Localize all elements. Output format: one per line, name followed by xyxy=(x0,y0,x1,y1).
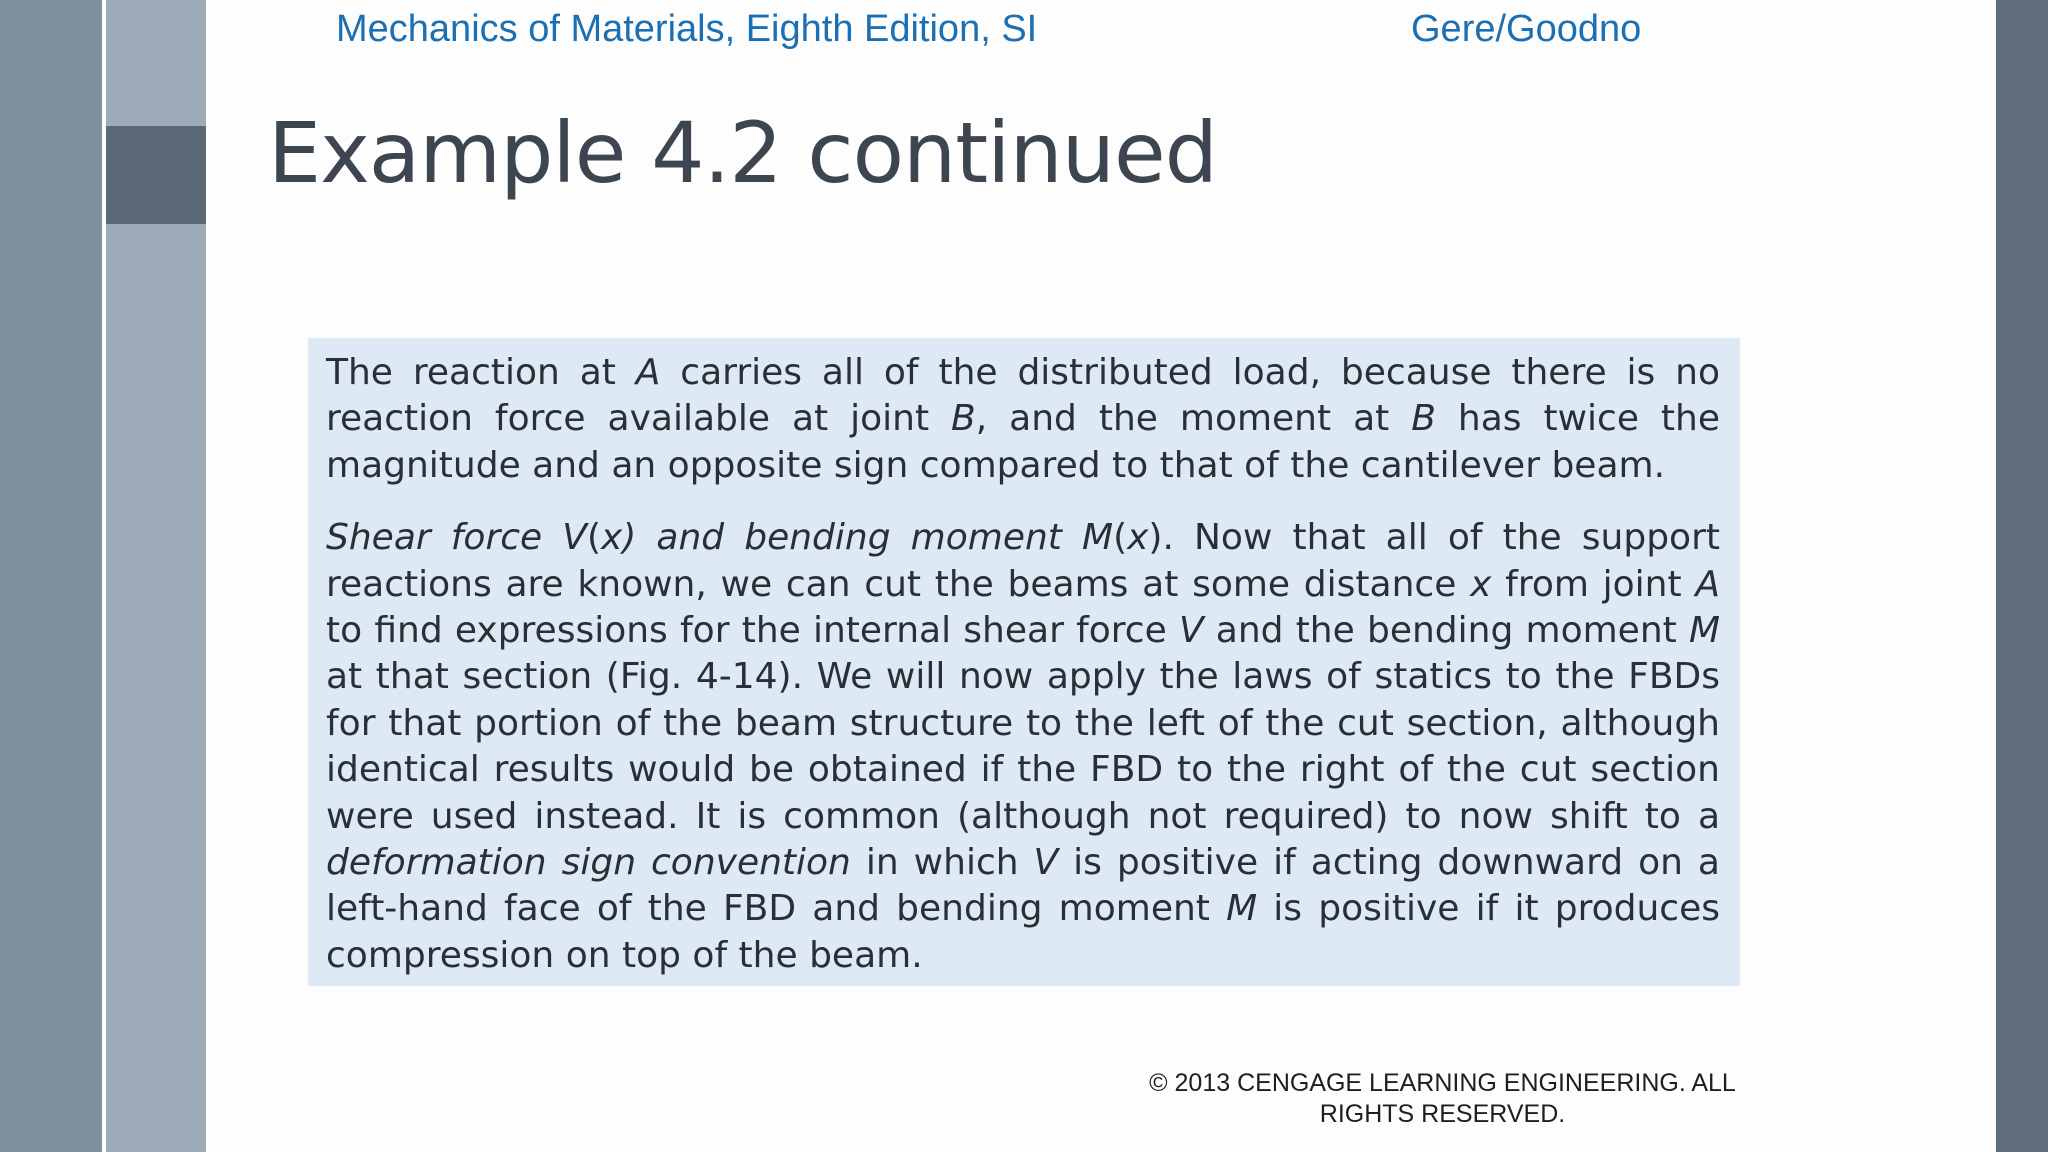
text-run: is positive if it produces compression on top of the beam. xyxy=(326,888,1720,976)
excerpt-paragraph-2 xyxy=(326,515,1720,979)
variable-A: A xyxy=(635,352,661,393)
variable-V: V xyxy=(1178,610,1204,652)
left-decorative-band xyxy=(0,0,102,1152)
variable-B: B xyxy=(951,398,976,440)
text-run: Now that all of the support reactions are known, we can cut the beams at some distance xyxy=(326,517,1720,605)
authors-header: Gere/Goodno xyxy=(1411,8,1642,50)
slide-title: Example 4.2 continued xyxy=(268,104,1217,202)
variable-M: M xyxy=(1688,610,1721,652)
variable-M: M xyxy=(1082,517,1114,559)
variable-x: x xyxy=(1470,563,1492,605)
paren: ( xyxy=(1113,517,1128,559)
text-run: The reaction at xyxy=(326,352,636,393)
text-run: in which xyxy=(850,842,1034,884)
text-run: carries all of the distributed load, because there is no reaction force available at joint xyxy=(326,352,1720,440)
text-run: at that section (Fig. 4-14). We will now apply the laws of statics to the FBDs for that portion of the beam structure to the left of the cut section, although identical results would be obtained if the FBD to the right of the cut section were used instead. It is common (although not required) to now shift to a xyxy=(326,656,1720,837)
right-decorative-band xyxy=(1996,0,2048,1152)
text-run: from joint xyxy=(1491,563,1696,605)
variable-V: V xyxy=(562,517,587,559)
paragraph-heading xyxy=(326,517,1174,558)
text-run: is positive if acting downward on a left-hand face of the FBD and bending moment xyxy=(326,842,1720,930)
copyright-notice: © 2013 CENGAGE LEARNING ENGINEERING. ALL RIGHTS RESERVED. xyxy=(1149,1069,1736,1128)
excerpt-paragraph-1 xyxy=(326,350,1720,489)
text-excerpt-box xyxy=(308,338,1740,986)
heading-run: Shear force xyxy=(326,517,563,559)
variable-x: x xyxy=(600,517,623,559)
variable-A: A xyxy=(1695,563,1720,605)
paren: ). xyxy=(1148,517,1174,559)
paren: ( xyxy=(586,517,601,559)
emphasis-term: deformation sign convention xyxy=(326,842,851,884)
book-title-header: Mechanics of Materials, Eighth Edition, SI xyxy=(336,8,1038,50)
variable-V: V xyxy=(1033,842,1059,884)
left-decorative-block xyxy=(106,126,206,224)
heading-run: ) and bending moment xyxy=(622,517,1082,559)
variable-M: M xyxy=(1226,888,1258,930)
variable-B: B xyxy=(1411,398,1436,440)
variable-x: x xyxy=(1127,517,1149,559)
text-run: has twice the magnitude and an opposite sign compared to that of the cantilever beam. xyxy=(326,398,1721,486)
text-run: , and the moment at xyxy=(975,398,1412,440)
text-run: and the bending moment xyxy=(1203,610,1689,652)
text-run: to find expressions for the internal shear force xyxy=(326,610,1179,652)
